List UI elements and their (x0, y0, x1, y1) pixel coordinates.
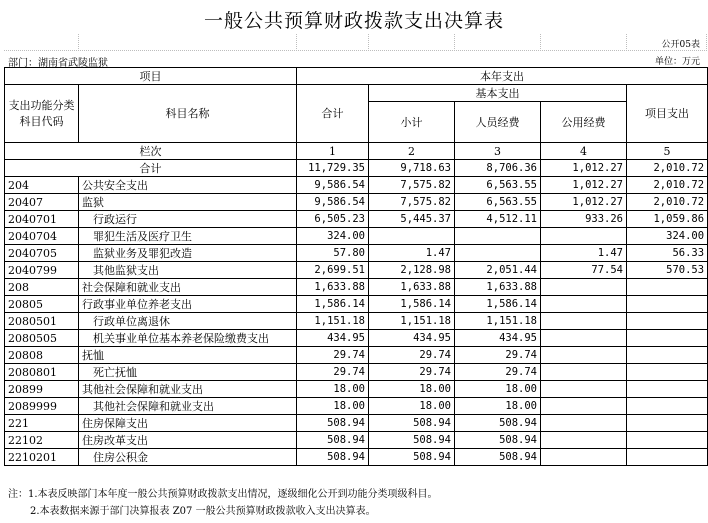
row-value (627, 296, 708, 313)
table-row (5, 211, 708, 228)
header-current-year: 本年支出 (297, 68, 708, 85)
row-value: 1,059.86 (627, 211, 708, 228)
row-name: 住房公积金 (79, 449, 297, 466)
row-value: 2,051.44 (455, 262, 541, 279)
row-value (369, 228, 455, 245)
expenditure-table (4, 67, 708, 466)
table-row (5, 228, 708, 245)
header-basic: 基本支出 (369, 85, 627, 102)
row-value: 7,575.82 (369, 177, 455, 194)
table-row (5, 330, 708, 347)
row-value: 57.80 (297, 245, 369, 262)
row-name: 行政事业单位养老支出 (79, 296, 297, 313)
row-value: 18.00 (369, 398, 455, 415)
header-personnel: 人员经费 (455, 102, 541, 143)
row-code: 20805 (5, 296, 79, 313)
row-value: 1,586.14 (297, 296, 369, 313)
row-value (541, 449, 627, 466)
row-value (627, 381, 708, 398)
row-code: 20808 (5, 347, 79, 364)
row-value: 29.74 (369, 347, 455, 364)
row-name: 公共安全支出 (79, 177, 297, 194)
row-value (627, 330, 708, 347)
row-value: 1,151.18 (455, 313, 541, 330)
header-total: 合计 (297, 85, 369, 143)
row-name: 抚恤 (79, 347, 297, 364)
row-name: 监狱 (79, 194, 297, 211)
row-value: 434.95 (455, 330, 541, 347)
row-code: 2089999 (5, 398, 79, 415)
table-row (5, 262, 708, 279)
row-value (541, 347, 627, 364)
row-name: 住房保障支出 (79, 415, 297, 432)
table-row (5, 245, 708, 262)
row-code: 2080505 (5, 330, 79, 347)
row-value: 6,505.23 (297, 211, 369, 228)
note-2: 2.本表数据来源于部门决算报表 Z07 一般公共预算财政拨款收入支出决算表。 (30, 506, 376, 517)
header-project: 项目 (5, 68, 297, 85)
total-value: 8,706.36 (455, 160, 541, 177)
row-value: 9,586.54 (297, 194, 369, 211)
row-name: 死亡抚恤 (79, 364, 297, 381)
row-value: 18.00 (297, 381, 369, 398)
row-value: 2,128.98 (369, 262, 455, 279)
total-value: 11,729.35 (297, 160, 369, 177)
row-value (541, 313, 627, 330)
header-public: 公用经费 (541, 102, 627, 143)
header-project-exp: 项目支出 (627, 85, 708, 143)
row-value: 508.94 (369, 449, 455, 466)
row-name: 行政运行 (79, 211, 297, 228)
row-value: 508.94 (369, 415, 455, 432)
unit-label: 单位：万元 (654, 57, 700, 67)
col-num: 5 (627, 143, 708, 160)
row-code: 2040704 (5, 228, 79, 245)
row-code: 208 (5, 279, 79, 296)
table-row (5, 313, 708, 330)
row-code: 221 (5, 415, 79, 432)
total-label: 合计 (5, 160, 297, 177)
row-value: 56.33 (627, 245, 708, 262)
row-value: 434.95 (369, 330, 455, 347)
row-code: 204 (5, 177, 79, 194)
header-func-code: 支出功能分类科目代码 (5, 85, 79, 143)
total-value: 1,012.27 (541, 160, 627, 177)
row-value (627, 347, 708, 364)
col-num: 3 (455, 143, 541, 160)
row-value (627, 279, 708, 296)
row-value: 434.95 (297, 330, 369, 347)
row-code: 2080801 (5, 364, 79, 381)
row-value: 1,633.88 (297, 279, 369, 296)
row-code: 20407 (5, 194, 79, 211)
header-subtotal: 小计 (369, 102, 455, 143)
table-row (5, 364, 708, 381)
row-name: 住房改革支出 (79, 432, 297, 449)
table-row (5, 194, 708, 211)
report-title: 一般公共预算财政拨款支出决算表 (203, 10, 504, 32)
row-value: 508.94 (369, 432, 455, 449)
department-label: 部门：湖南省武陵监狱 (8, 58, 108, 69)
table-row (5, 381, 708, 398)
row-value: 29.74 (455, 347, 541, 364)
row-value: 1,151.18 (297, 313, 369, 330)
table-row (5, 449, 708, 466)
row-value (541, 415, 627, 432)
row-name: 行政单位离退休 (79, 313, 297, 330)
row-code: 22102 (5, 432, 79, 449)
row-value: 18.00 (455, 381, 541, 398)
row-value: 6,563.55 (455, 194, 541, 211)
col-num: 1 (297, 143, 369, 160)
table-code: 公开05表 (661, 40, 700, 50)
row-value: 1,633.88 (455, 279, 541, 296)
total-value: 9,718.63 (369, 160, 455, 177)
row-value (541, 364, 627, 381)
row-code: 2040799 (5, 262, 79, 279)
row-value: 508.94 (297, 415, 369, 432)
row-value: 7,575.82 (369, 194, 455, 211)
row-name: 罪犯生活及医疗卫生 (79, 228, 297, 245)
spreadsheet-grid-lines (4, 34, 706, 50)
table-row (5, 347, 708, 364)
row-value: 18.00 (369, 381, 455, 398)
row-code: 2040701 (5, 211, 79, 228)
row-value: 1,633.88 (369, 279, 455, 296)
row-value: 9,586.54 (297, 177, 369, 194)
row-value: 5,445.37 (369, 211, 455, 228)
row-value: 1.47 (541, 245, 627, 262)
row-value (627, 415, 708, 432)
row-value: 4,512.11 (455, 211, 541, 228)
row-value: 1,012.27 (541, 194, 627, 211)
table-row (5, 177, 708, 194)
total-value: 2,010.72 (627, 160, 708, 177)
row-value (541, 398, 627, 415)
row-value (455, 228, 541, 245)
row-value (541, 228, 627, 245)
row-value (541, 296, 627, 313)
row-value: 6,563.55 (455, 177, 541, 194)
table-row (5, 296, 708, 313)
row-name: 其他监狱支出 (79, 262, 297, 279)
row-value: 1,586.14 (369, 296, 455, 313)
col-num: 2 (369, 143, 455, 160)
row-value: 508.94 (455, 432, 541, 449)
table-row (5, 279, 708, 296)
row-value (627, 449, 708, 466)
row-value: 29.74 (297, 347, 369, 364)
row-value: 2,010.72 (627, 177, 708, 194)
row-value (627, 432, 708, 449)
row-value: 508.94 (455, 449, 541, 466)
row-value (541, 330, 627, 347)
row-value: 508.94 (297, 432, 369, 449)
col-num: 4 (541, 143, 627, 160)
row-value: 1,586.14 (455, 296, 541, 313)
note-1: 注：1.本表反映部门本年度一般公共预算财政拨款支出情况，逐级细化公开到功能分类项级科目。 (8, 489, 438, 500)
row-name: 机关事业单位基本养老保险缴费支出 (79, 330, 297, 347)
table-row (5, 432, 708, 449)
row-code: 2080501 (5, 313, 79, 330)
row-value (627, 398, 708, 415)
column-label: 栏次 (5, 143, 297, 160)
row-value (455, 245, 541, 262)
row-value: 29.74 (455, 364, 541, 381)
row-value: 1.47 (369, 245, 455, 262)
table-row (5, 415, 708, 432)
row-value: 933.26 (541, 211, 627, 228)
row-code: 2040705 (5, 245, 79, 262)
row-value (541, 381, 627, 398)
row-name: 其他社会保障和就业支出 (79, 381, 297, 398)
row-value: 77.54 (541, 262, 627, 279)
row-value (541, 279, 627, 296)
row-value: 2,010.72 (627, 194, 708, 211)
row-name: 监狱业务及罪犯改造 (79, 245, 297, 262)
row-value: 1,012.27 (541, 177, 627, 194)
header-subject-name: 科目名称 (79, 85, 297, 143)
row-value (627, 364, 708, 381)
row-value: 508.94 (297, 449, 369, 466)
row-value: 508.94 (455, 415, 541, 432)
row-value (541, 432, 627, 449)
table-row (5, 398, 708, 415)
row-value: 570.53 (627, 262, 708, 279)
row-value: 2,699.51 (297, 262, 369, 279)
row-value: 29.74 (297, 364, 369, 381)
row-value: 29.74 (369, 364, 455, 381)
row-value: 324.00 (297, 228, 369, 245)
row-name: 其他社会保障和就业支出 (79, 398, 297, 415)
row-value: 18.00 (455, 398, 541, 415)
row-value: 18.00 (297, 398, 369, 415)
row-name: 社会保障和就业支出 (79, 279, 297, 296)
row-value: 324.00 (627, 228, 708, 245)
row-value (627, 313, 708, 330)
row-code: 2210201 (5, 449, 79, 466)
row-value: 1,151.18 (369, 313, 455, 330)
row-code: 20899 (5, 381, 79, 398)
